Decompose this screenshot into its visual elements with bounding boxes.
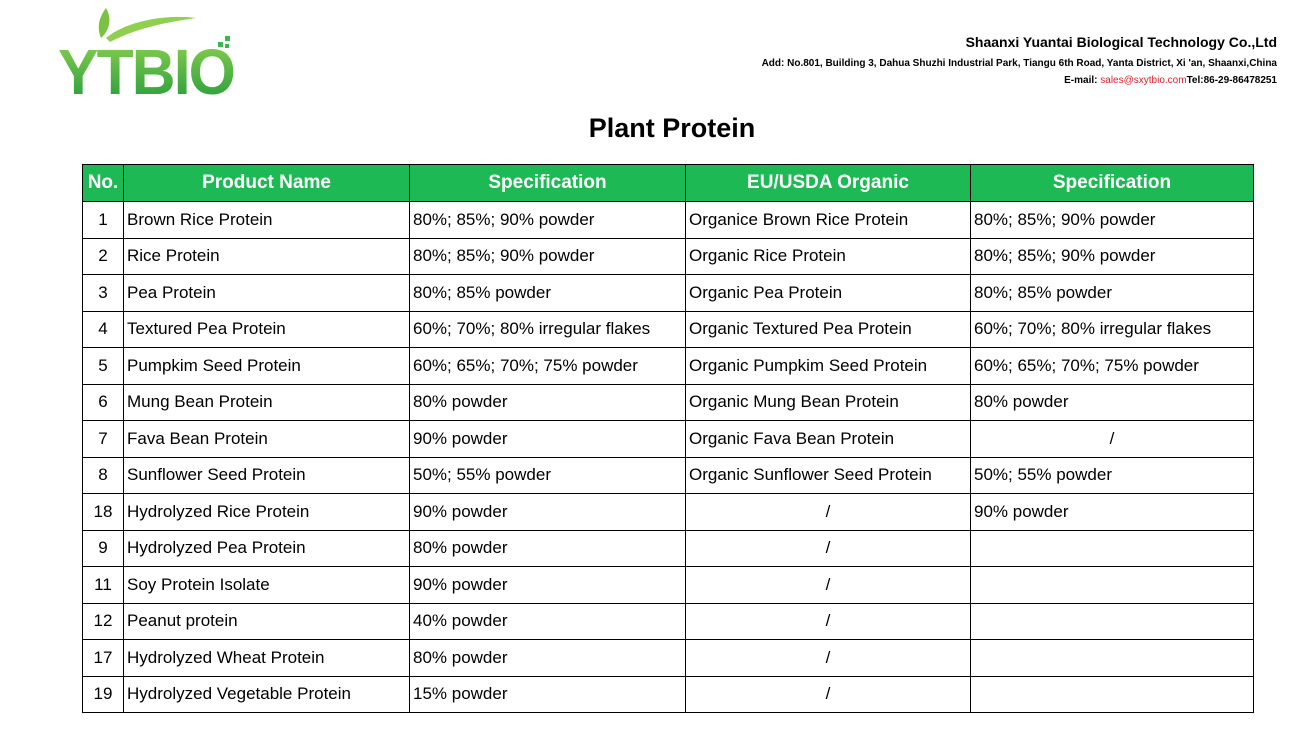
cell-specification: 40% powder	[410, 603, 686, 640]
cell-no: 1	[83, 202, 124, 239]
cell-specification: 90% powder	[410, 494, 686, 531]
cell-organic-specification: 80%; 85%; 90% powder	[971, 238, 1254, 275]
cell-no: 6	[83, 384, 124, 421]
cell-product-name: Textured Pea Protein	[124, 311, 410, 348]
table-header-row	[83, 165, 1254, 202]
cell-organic-name: /	[686, 567, 971, 604]
cell-no: 9	[83, 530, 124, 567]
page-title: Plant Protein	[588, 113, 756, 143]
cell-product-name: Hydrolyzed Vegetable Protein	[124, 676, 410, 713]
table-row	[83, 311, 1254, 348]
cell-no: 8	[83, 457, 124, 494]
cell-specification: 50%; 55% powder	[410, 457, 686, 494]
cell-organic-name: /	[686, 494, 971, 531]
cell-organic-name: Organice Brown Rice Protein	[686, 202, 971, 239]
cell-specification: 80% powder	[410, 640, 686, 677]
cell-product-name: Sunflower Seed Protein	[124, 457, 410, 494]
cell-organic-name: Organic Textured Pea Protein	[686, 311, 971, 348]
cell-no: 17	[83, 640, 124, 677]
cell-no: 11	[83, 567, 124, 604]
cell-product-name: Peanut protein	[124, 603, 410, 640]
cell-organic-specification	[971, 567, 1254, 604]
col-header-product-name: Product Name	[124, 165, 410, 202]
col-header-specification: Specification	[410, 165, 686, 202]
cell-organic-name: Organic Pumpkim Seed Protein	[686, 348, 971, 385]
cell-product-name: Pea Protein	[124, 275, 410, 312]
cell-no: 3	[83, 275, 124, 312]
product-table	[82, 164, 1254, 713]
telephone: Tel:86-29-86478251	[1186, 75, 1277, 86]
col-header-no: No.	[83, 165, 124, 202]
cell-specification: 90% powder	[410, 567, 686, 604]
cell-organic-name: Organic Pea Protein	[686, 275, 971, 312]
company-contact	[762, 72, 1277, 89]
cell-organic-name: Organic Fava Bean Protein	[686, 421, 971, 458]
cell-product-name: Rice Protein	[124, 238, 410, 275]
col-header-organic: EU/USDA Organic	[686, 165, 971, 202]
company-address: Add: No.801, Building 3, Dahua Shuzhi Industrial Park, Tiangu 6th Road, Yanta District, Xi 'an, Shaanxi,China	[761, 58, 1277, 69]
cell-specification: 80% powder	[410, 530, 686, 567]
cell-organic-specification: 60%; 65%; 70%; 75% powder	[971, 348, 1254, 385]
cell-organic-name: /	[686, 676, 971, 713]
table-row	[83, 603, 1254, 640]
cell-product-name: Hydrolyzed Wheat Protein	[124, 640, 410, 677]
cell-organic-specification: 90% powder	[971, 494, 1254, 531]
email-link[interactable]: sales@sxytbio.com	[1100, 75, 1187, 86]
col-header-organic-specification: Specification	[971, 165, 1254, 202]
cell-no: 19	[83, 676, 124, 713]
table-row	[83, 202, 1254, 239]
cell-specification: 80% powder	[410, 384, 686, 421]
table-row	[83, 275, 1254, 312]
cell-organic-name: /	[686, 640, 971, 677]
cell-specification: 90% powder	[410, 421, 686, 458]
cell-no: 7	[83, 421, 124, 458]
cell-specification: 60%; 70%; 80% irregular flakes	[410, 311, 686, 348]
table-row	[83, 421, 1254, 458]
company-info	[762, 33, 1277, 89]
cell-organic-specification: 80% powder	[971, 384, 1254, 421]
logo-text: YTBIO	[58, 36, 235, 100]
table-row	[83, 640, 1254, 677]
cell-organic-name: Organic Sunflower Seed Protein	[686, 457, 971, 494]
table-row	[83, 676, 1254, 713]
cell-no: 2	[83, 238, 124, 275]
cell-organic-name: Organic Mung Bean Protein	[686, 384, 971, 421]
table-row	[83, 384, 1254, 421]
cell-no: 4	[83, 311, 124, 348]
cell-organic-specification: 80%; 85% powder	[971, 275, 1254, 312]
company-name: Shaanxi Yuantai Biological Technology Co.,Ltd	[965, 34, 1277, 50]
table-row	[83, 457, 1254, 494]
table-row	[83, 494, 1254, 531]
cell-organic-specification	[971, 676, 1254, 713]
cell-product-name: Brown Rice Protein	[124, 202, 410, 239]
cell-product-name: Fava Bean Protein	[124, 421, 410, 458]
cell-product-name: Hydrolyzed Rice Protein	[124, 494, 410, 531]
cell-organic-specification	[971, 530, 1254, 567]
cell-organic-specification	[971, 603, 1254, 640]
table-row	[83, 348, 1254, 385]
cell-product-name: Hydrolyzed Pea Protein	[124, 530, 410, 567]
cell-organic-specification	[971, 640, 1254, 677]
cell-specification: 60%; 65%; 70%; 75% powder	[410, 348, 686, 385]
table-body	[83, 202, 1254, 713]
table-row	[83, 530, 1254, 567]
table-row	[83, 567, 1254, 604]
email-label: E-mail:	[1064, 75, 1101, 86]
cell-organic-specification: /	[971, 421, 1254, 458]
cell-organic-name: /	[686, 530, 971, 567]
cell-organic-specification: 50%; 55% powder	[971, 457, 1254, 494]
cell-specification: 80%; 85%; 90% powder	[410, 202, 686, 239]
cell-product-name: Soy Protein Isolate	[124, 567, 410, 604]
cell-product-name: Mung Bean Protein	[124, 384, 410, 421]
cell-organic-specification: 80%; 85%; 90% powder	[971, 202, 1254, 239]
cell-organic-specification: 60%; 70%; 80% irregular flakes	[971, 311, 1254, 348]
cell-no: 18	[83, 494, 124, 531]
logo-graphic	[58, 8, 243, 100]
table-row	[83, 238, 1254, 275]
leaf-icon	[99, 8, 110, 38]
cell-no: 12	[83, 603, 124, 640]
cell-organic-name: /	[686, 603, 971, 640]
cell-specification: 80%; 85%; 90% powder	[410, 238, 686, 275]
company-logo	[58, 8, 243, 100]
cell-organic-name: Organic Rice Protein	[686, 238, 971, 275]
cell-specification: 15% powder	[410, 676, 686, 713]
cell-no: 5	[83, 348, 124, 385]
cell-product-name: Pumpkim Seed Protein	[124, 348, 410, 385]
cell-specification: 80%; 85% powder	[410, 275, 686, 312]
